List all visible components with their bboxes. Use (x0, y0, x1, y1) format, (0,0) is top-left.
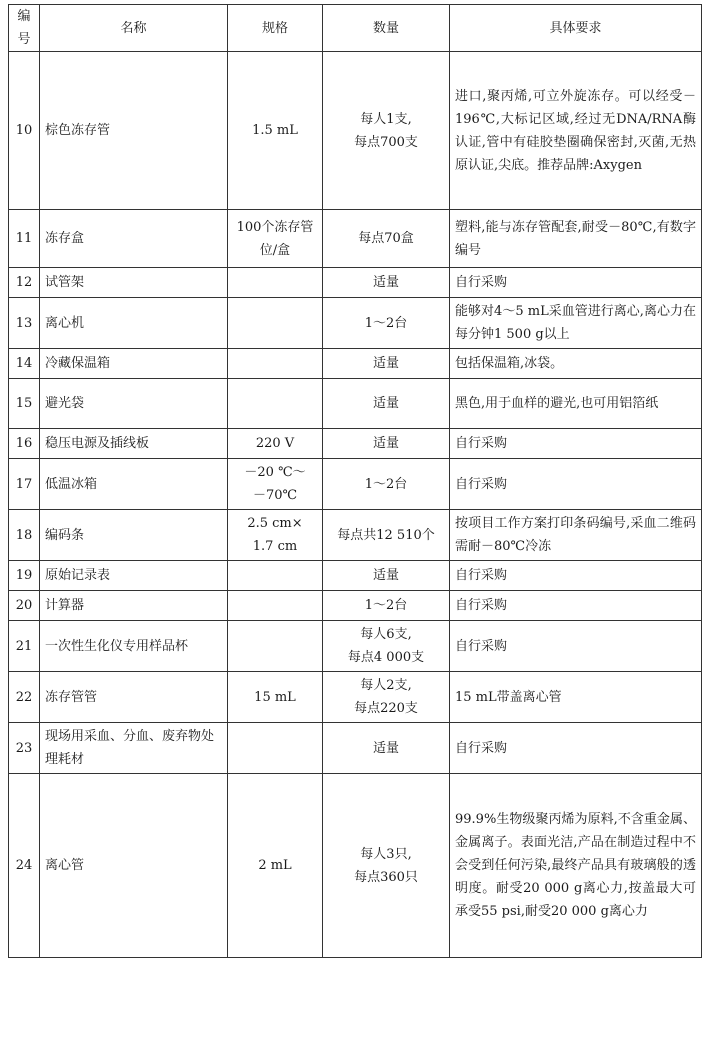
table-row (9, 298, 702, 349)
cell-qty: 1～2台 (323, 591, 450, 621)
cell-spec (228, 621, 323, 672)
cell-no: 23 (9, 723, 40, 774)
cell-spec (228, 349, 323, 379)
cell-name: 稳压电源及插线板 (40, 429, 228, 459)
cell-qty: 适量 (323, 429, 450, 459)
cell-qty: 每点共12 510个 (323, 510, 450, 561)
header-req: 具体要求 (450, 5, 702, 52)
cell-name: 冻存盒 (40, 210, 228, 268)
cell-spec (228, 298, 323, 349)
header-no: 编号 (9, 5, 40, 52)
header-spec: 规格 (228, 5, 323, 52)
cell-req: 能够对4～5 mL采血管进行离心,离心力在每分钟1 500 g以上 (450, 298, 702, 349)
cell-req: 按项目工作方案打印条码编号,采血二维码需耐－80℃冷冻 (450, 510, 702, 561)
cell-req: 自行采购 (450, 723, 702, 774)
table-row (9, 774, 702, 958)
cell-req: 黑色,用于血样的避光,也可用铝箔纸 (450, 379, 702, 429)
cell-name: 低温冰箱 (40, 459, 228, 510)
header-name: 名称 (40, 5, 228, 52)
header-qty: 数量 (323, 5, 450, 52)
cell-no: 14 (9, 349, 40, 379)
cell-qty: 适量 (323, 723, 450, 774)
cell-req: 塑料,能与冻存管配套,耐受－80℃,有数字编号 (450, 210, 702, 268)
cell-req: 自行采购 (450, 591, 702, 621)
cell-name: 一次性生化仪专用样品杯 (40, 621, 228, 672)
cell-name: 避光袋 (40, 379, 228, 429)
cell-req: 99.9%生物级聚丙烯为原料,不含重金属、金属离子。表面光洁,产品在制造过程中不会受到任何污染,最终产品具有玻璃般的透明度。耐受20 000 g离心力,按盖最大可承受55 psi,耐受20 000 g离心力 (450, 774, 702, 958)
cell-name: 冷藏保温箱 (40, 349, 228, 379)
cell-no: 11 (9, 210, 40, 268)
cell-no: 16 (9, 429, 40, 459)
table-row (9, 561, 702, 591)
cell-req: 自行采购 (450, 268, 702, 298)
cell-qty: 适量 (323, 561, 450, 591)
cell-spec: 1.5 mL (228, 52, 323, 210)
cell-qty: 每人6支, 每点4 000支 (323, 621, 450, 672)
cell-spec: 15 mL (228, 672, 323, 723)
cell-name: 试管架 (40, 268, 228, 298)
cell-name: 编码条 (40, 510, 228, 561)
cell-no: 19 (9, 561, 40, 591)
cell-spec (228, 591, 323, 621)
cell-spec: 100个冻存管位/盒 (228, 210, 323, 268)
cell-no: 13 (9, 298, 40, 349)
equipment-table (8, 4, 702, 958)
table-row (9, 268, 702, 298)
cell-qty: 适量 (323, 268, 450, 298)
table-row (9, 210, 702, 268)
cell-name: 计算器 (40, 591, 228, 621)
cell-spec (228, 723, 323, 774)
cell-req: 自行采购 (450, 561, 702, 591)
table-row (9, 672, 702, 723)
table-row (9, 621, 702, 672)
cell-spec: 220 V (228, 429, 323, 459)
table-row (9, 52, 702, 210)
cell-no: 12 (9, 268, 40, 298)
cell-no: 17 (9, 459, 40, 510)
cell-qty: 1～2台 (323, 459, 450, 510)
table-row (9, 459, 702, 510)
cell-req: 自行采购 (450, 621, 702, 672)
cell-no: 22 (9, 672, 40, 723)
table-row (9, 429, 702, 459)
cell-no: 10 (9, 52, 40, 210)
cell-no: 24 (9, 774, 40, 958)
cell-spec (228, 268, 323, 298)
cell-spec: －20 ℃～ －70℃ (228, 459, 323, 510)
cell-no: 21 (9, 621, 40, 672)
cell-qty: 1～2台 (323, 298, 450, 349)
cell-name: 离心机 (40, 298, 228, 349)
cell-name: 现场用采血、分血、废弃物处理耗材 (40, 723, 228, 774)
cell-no: 20 (9, 591, 40, 621)
cell-spec: 2.5 cm× 1.7 cm (228, 510, 323, 561)
cell-qty: 每点70盒 (323, 210, 450, 268)
cell-spec: 2 mL (228, 774, 323, 958)
cell-name: 棕色冻存管 (40, 52, 228, 210)
cell-no: 18 (9, 510, 40, 561)
cell-name: 冻存管管 (40, 672, 228, 723)
cell-qty: 适量 (323, 349, 450, 379)
table-row (9, 591, 702, 621)
cell-qty: 每人3只, 每点360只 (323, 774, 450, 958)
cell-req: 自行采购 (450, 429, 702, 459)
table-header-row (9, 5, 702, 52)
cell-no: 15 (9, 379, 40, 429)
table-row (9, 510, 702, 561)
cell-name: 原始记录表 (40, 561, 228, 591)
table-row (9, 349, 702, 379)
table-row (9, 379, 702, 429)
cell-name: 离心管 (40, 774, 228, 958)
cell-req: 包括保温箱,冰袋。 (450, 349, 702, 379)
cell-qty: 每人1支, 每点700支 (323, 52, 450, 210)
cell-req: 15 mL带盖离心管 (450, 672, 702, 723)
cell-qty: 每人2支, 每点220支 (323, 672, 450, 723)
cell-spec (228, 561, 323, 591)
cell-spec (228, 379, 323, 429)
table-row (9, 723, 702, 774)
cell-req: 进口,聚丙烯,可立外旋冻存。可以经受－196℃,大标记区域,经过无DNA/RNA酶认证,管中有硅胶垫圈确保密封,灭菌,无热原认证,尖底。推荐品牌:Axygen (450, 52, 702, 210)
cell-qty: 适量 (323, 379, 450, 429)
cell-req: 自行采购 (450, 459, 702, 510)
